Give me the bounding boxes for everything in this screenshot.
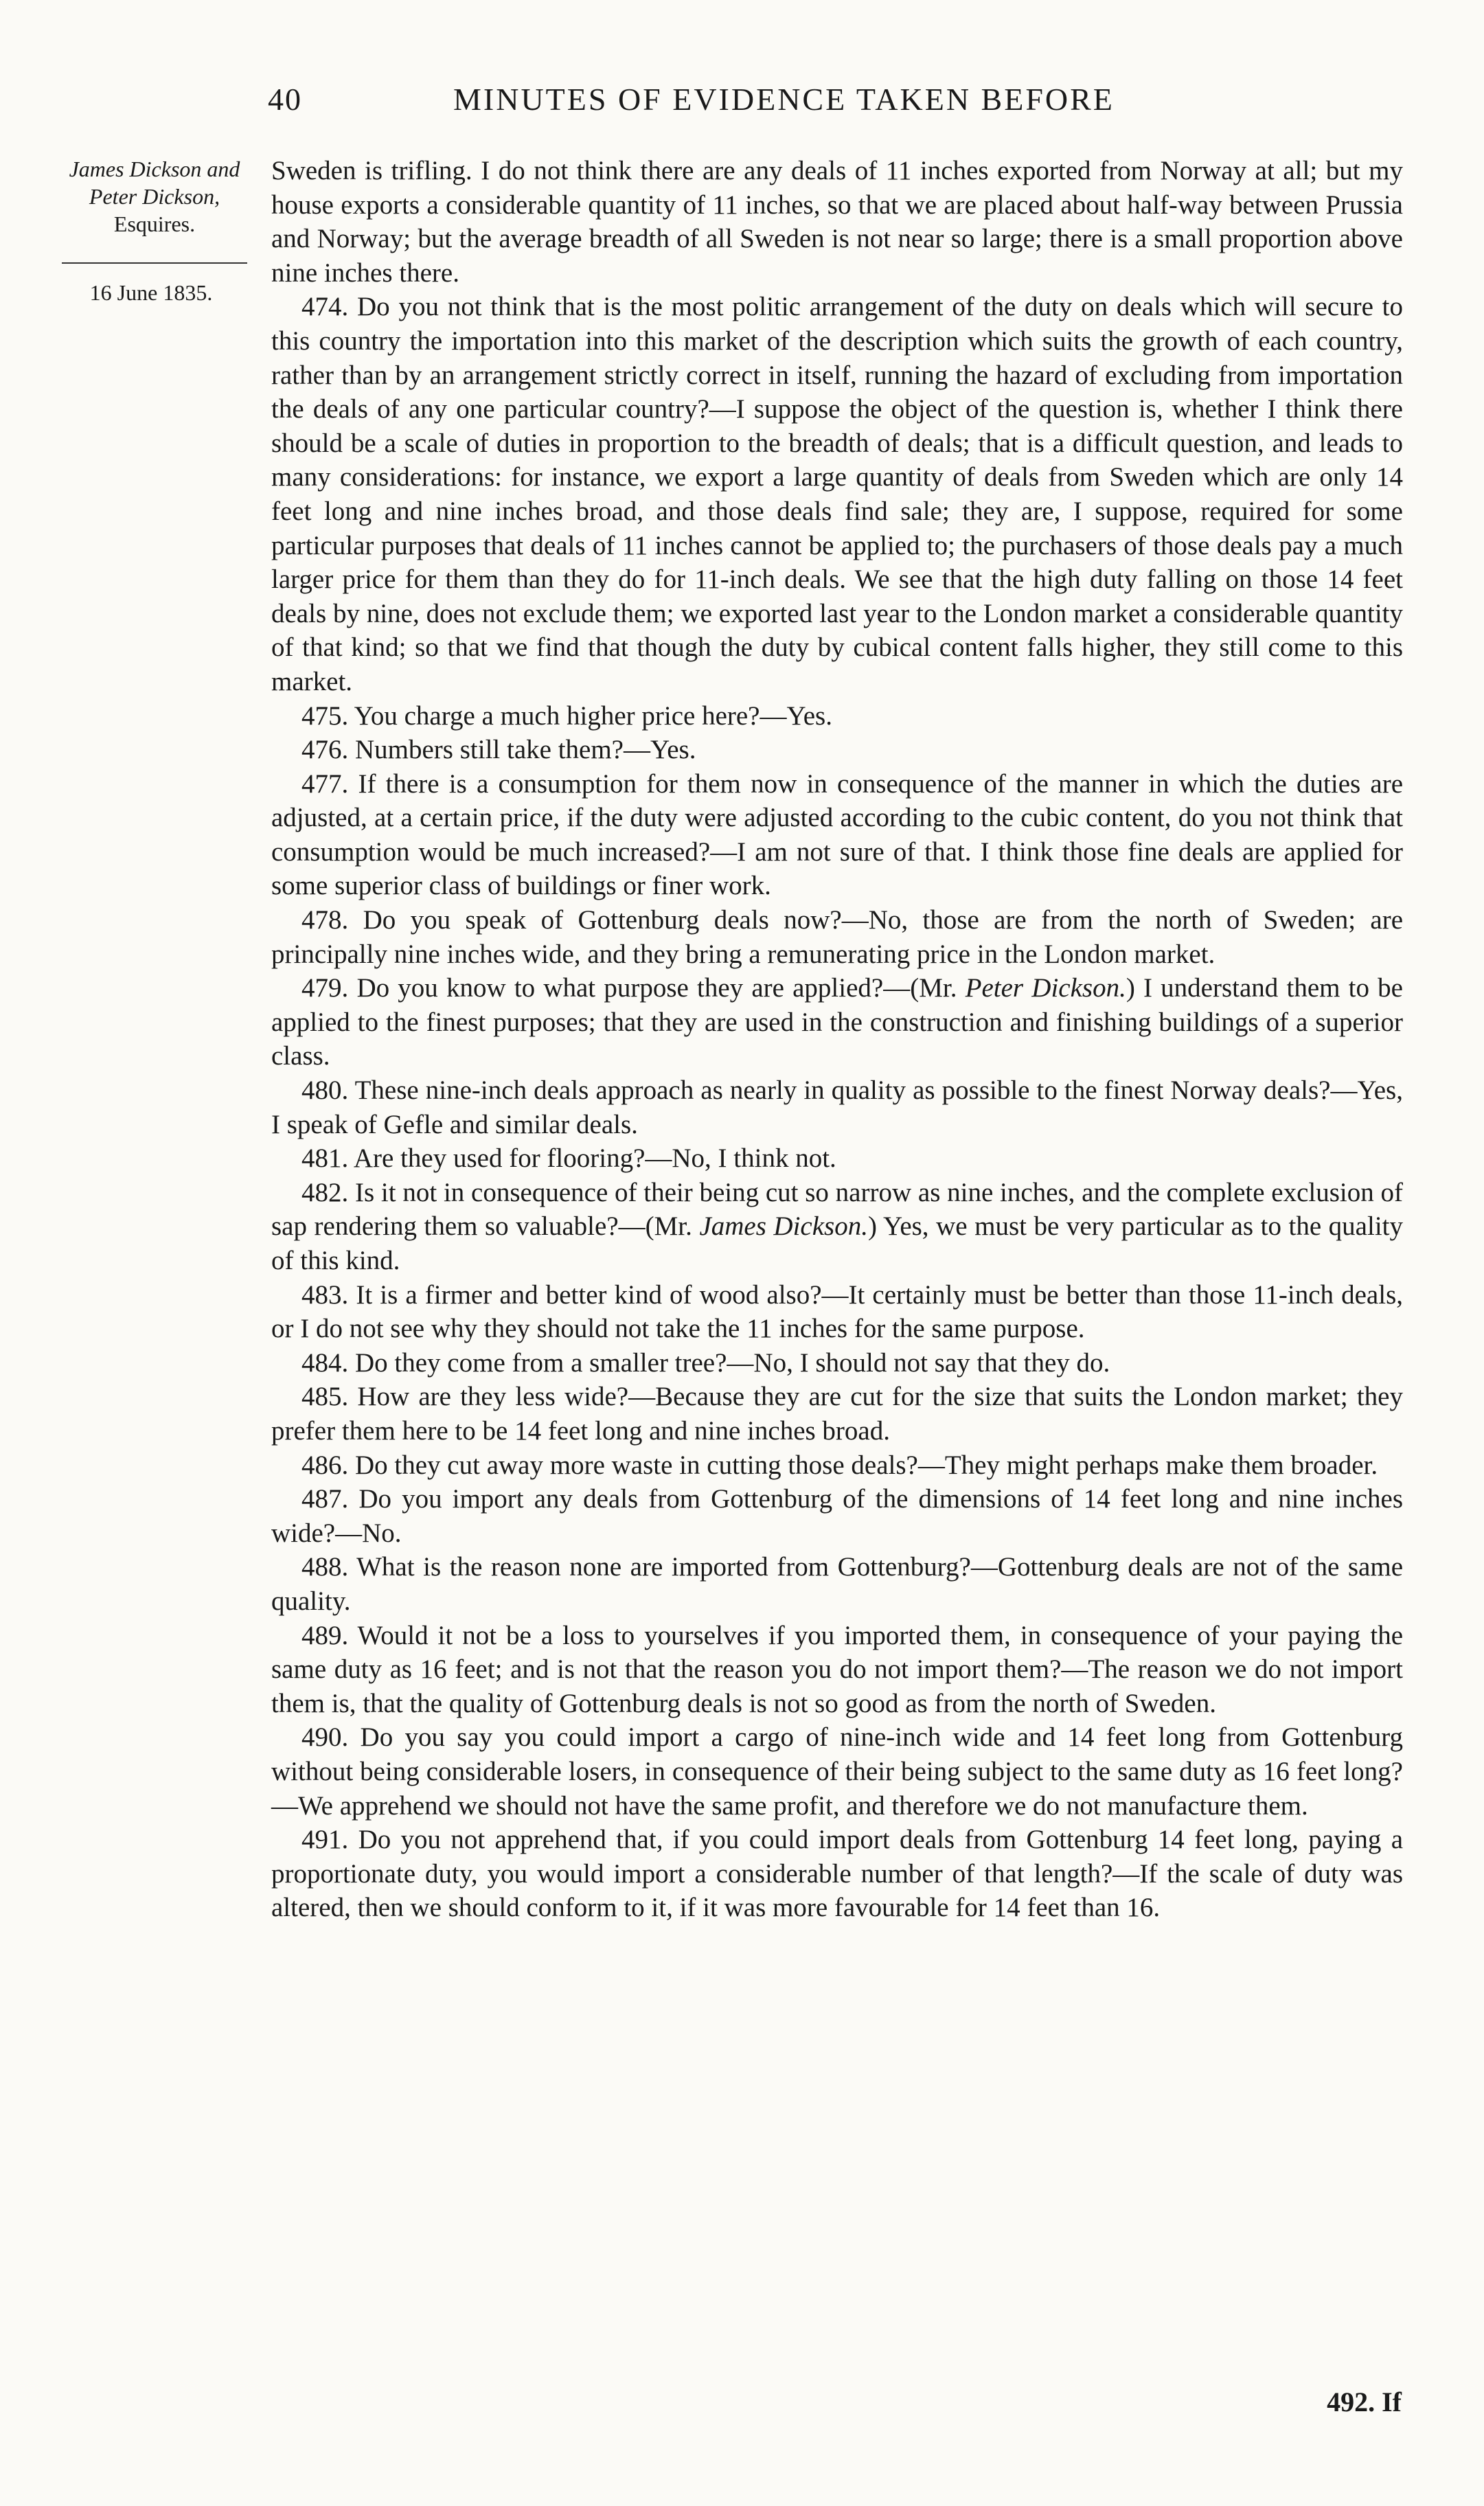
question-text: Do you say you could import a cargo of nine-inch wide and 14 feet long from Gottenburg without being considerable losers, in consequence of their being subject to the same duty as 16 feet long?—We apprehend we should not have the same profit, and therefore we do not manufacture them.: [271, 1722, 1404, 1821]
question-number: 487.: [301, 1484, 349, 1514]
question-number: 476.: [301, 735, 349, 765]
question-paragraph: [271, 699, 1403, 733]
question-number: 486.: [301, 1450, 349, 1480]
question-text: Do you speak of Gottenburg deals now?—No, those are from the north of Sweden; are principally nine inches wide, and they bring a remunerating price in the London market.: [271, 905, 1404, 969]
question-text: If there is a consumption for them now in consequence of the manner in which the duties are adjusted, at a certain price, if the duty were adjusted according to the cubic content, do you not think that consumption would be much increased?—I am not sure of that. I think those fine deals are applied for some superior class of buildings or finer work.: [271, 768, 1404, 901]
question-text: Numbers still take them?—Yes.: [355, 735, 696, 765]
question-number: 481.: [301, 1143, 349, 1174]
question-paragraph: [271, 1482, 1403, 1550]
question-number: 477.: [301, 768, 349, 799]
question-paragraph: [271, 733, 1403, 767]
question-paragraph: [271, 290, 1403, 698]
question-number: 478.: [301, 905, 349, 935]
question-text: Do you import any deals from Gottenburg of the dimensions of 14 feet long and nine inches wide?—No.: [271, 1484, 1404, 1548]
question-text-continued: ) Yes, we must be very particular as to the quality of this kind.: [271, 1211, 1403, 1275]
margin-witness-line-2: Peter Dickson,: [89, 184, 220, 209]
margin-witness-line-3: Esquires.: [113, 212, 196, 236]
question-text: It is a firmer and better kind of wood also?—It certainly must be better than those 11-inch deals, or I do not see why they should not take the 11 inches for the same purpose.: [271, 1279, 1403, 1344]
question-paragraph: [271, 1176, 1403, 1278]
continuation-paragraph: Sweden is trifling. I do not think there are any deals of 11 inches exported from Norway at all; but my house exports a considerable quantity of 11 inches, so that we are placed about half-way between Prussia and Norway; but the average breadth of all Sweden is not near so large; there is a small proportion above nine inches there.: [271, 156, 1403, 288]
question-paragraph: [271, 971, 1403, 1073]
question-paragraph: [271, 1619, 1403, 1721]
question-number: 488.: [301, 1552, 349, 1582]
question-number: 490.: [301, 1722, 349, 1753]
witness-name: Peter Dickson.: [965, 973, 1126, 1003]
question-paragraph: [271, 767, 1403, 903]
question-number: 485.: [301, 1382, 349, 1412]
question-paragraph: [271, 1823, 1403, 1925]
question-paragraph: [271, 903, 1403, 971]
question-text: Do they come from a smaller tree?—No, I should not say that they do.: [355, 1347, 1110, 1378]
page-header: [268, 81, 1215, 136]
page-number: 40: [268, 82, 302, 117]
running-title: MINUTES OF EVIDENCE TAKEN BEFORE: [453, 82, 1115, 117]
question-number: 479.: [301, 973, 349, 1003]
question-paragraph: [271, 1073, 1403, 1141]
question-text: Do you not apprehend that, if you could import deals from Gottenburg 14 feet long, paying a proportionate duty, you would import a considerable number of that length?—If the scale of duty was altered, then we should conform to it, if it was more favourable for 14 feet than 16.: [271, 1825, 1403, 1923]
question-paragraph: [271, 1720, 1403, 1823]
body-text: [271, 154, 1403, 1925]
question-number: 484.: [301, 1347, 349, 1378]
question-text: These nine-inch deals approach as nearly in quality as possible to the finest Norway deals?—Yes, I speak of Gefle and similar deals.: [271, 1075, 1403, 1139]
question-number: 482.: [301, 1177, 349, 1207]
question-text: How are they less wide?—Because they are cut for the size that suits the London market; they prefer them here to be 14 feet long and nine inches broad.: [271, 1382, 1403, 1446]
question-text: Are they used for flooring?—No, I think not.: [353, 1143, 836, 1174]
margin-date: 16 June 1835.: [89, 280, 213, 305]
question-paragraph: [271, 1380, 1403, 1448]
question-paragraph: [271, 1346, 1403, 1380]
witness-name: James Dickson.: [699, 1211, 868, 1242]
question-text: Do they cut away more waste in cutting those deals?—They might perhaps make them broader.: [355, 1450, 1378, 1480]
question-text-continued: ) I understand them to be applied to the finest purposes; that they are used in the construction and finishing buildings of a superior class.: [271, 973, 1403, 1071]
margin-witness-line-1: James Dickson and: [69, 157, 240, 181]
margin-witness-note: [41, 155, 268, 238]
question-paragraph: [271, 1278, 1403, 1346]
question-text: Is it not in consequence of their being cut so narrow as nine inches, and the complete exclusion of sap rendering them so valuable?—(Mr.: [271, 1177, 1404, 1242]
question-number: 474.: [301, 292, 349, 322]
question-number: 475.: [301, 700, 349, 731]
question-number: 489.: [301, 1620, 349, 1650]
question-text: Do you not think that is the most politic arrangement of the duty on deals which will secure to this country the importation into this market of the description which suits the growth of each country, rather than by an arrangement strictly correct in itself, running the hazard of excluding from importation the deals of any one particular country?—I suppose the object of the question is, whether I think there should be a scale of duties in proportion to the breadth of deals; that is a difficult question, and leads to many considerations: for instance, we export a large quantity of deals from Sweden which are only 14 feet long and nine inches broad, and those deals find sale; they are, I suppose, required for some particular purposes that deals of 11 inches cannot be applied to; the purchasers of those deals pay a much larger price for them than they do for 11-inch deals. We see that the high duty falling on those 14 feet deals by nine, does not exclude them; we exported last year to the London market a considerable quantity of that kind; so that we find that though the duty by cubical content falls higher, they still come to this market.: [271, 292, 1403, 696]
question-number: 491.: [301, 1825, 349, 1855]
catchword: 492. If: [1327, 2387, 1402, 2417]
question-paragraph: [271, 1550, 1403, 1618]
question-text: Do you know to what purpose they are applied?—(Mr.: [356, 973, 957, 1003]
question-text: What is the reason none are imported from Gottenburg?—Gottenburg deals are not of the same quality.: [271, 1552, 1404, 1616]
margin-divider: [62, 262, 247, 264]
question-number: 480.: [301, 1075, 349, 1106]
question-text: Would it not be a loss to yourselves if you imported them, in consequence of your paying the same duty as 16 feet; and is not that the reason you do not import them?—The reason we do not import them is, that the quality of Gottenburg deals is not so good as from the north of Sweden.: [271, 1620, 1403, 1718]
question-paragraph: [271, 1448, 1403, 1483]
question-text: You charge a much higher price here?—Yes.: [354, 700, 832, 731]
question-paragraph: [271, 1141, 1403, 1176]
question-number: 483.: [301, 1279, 349, 1310]
